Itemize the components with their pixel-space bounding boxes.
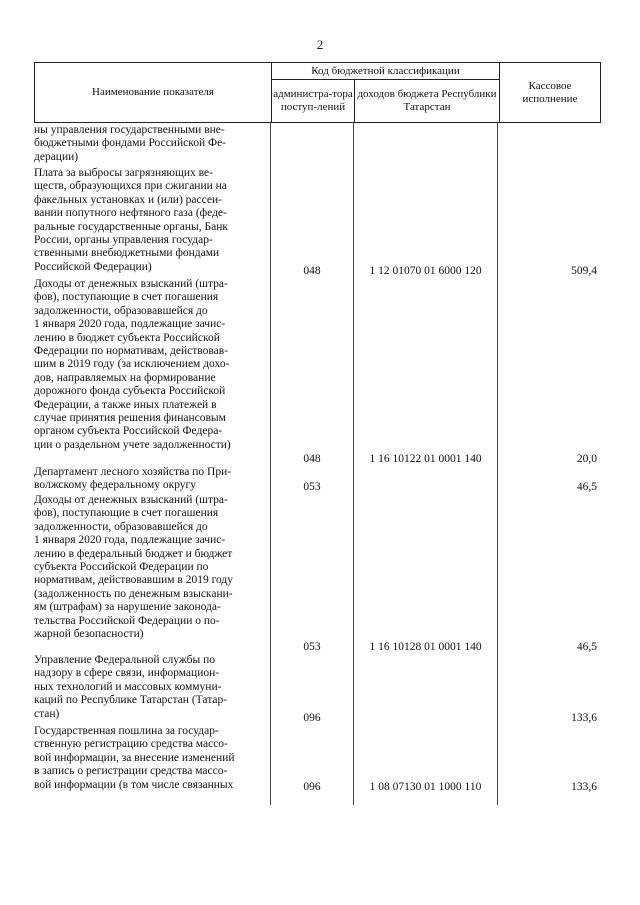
text-line: жарной безопасности) [34,628,144,641]
text-line: фов), поступающие в счет погашения [34,291,219,304]
text-line: Федерации, а также иных платежей в [34,398,217,411]
text-line: ральные государственные органы, Банк [34,220,228,233]
income-code: 1 08 07130 01 1000 110 [369,781,482,793]
text-line: Управление Федеральной службы по [34,654,216,666]
text-line: органом субъекта Российской Федера- [34,425,223,438]
text-line: задолженности, образовавшейся до [34,520,208,533]
text-line: ции о раздельном учете задолженности) [34,438,231,451]
header-admin: администра-тора поступ-лений [273,88,353,113]
header-exec: Кассовое исполнение [522,79,578,105]
header-divider [354,79,355,122]
text-line: ственными внебюджетными фондами [34,247,220,260]
admin-code: 096 [303,712,321,724]
text-line: дов, направляемых на формирование [34,371,216,384]
text-line: (задолженность по денежным взыскани- [34,587,233,600]
admin-code: 048 [303,453,321,465]
text-line: случае принятия решения финансовым [34,412,226,425]
text-line: субъекта Российской Федерации по [34,561,209,574]
income-code: 1 12 01070 01 6000 120 [369,265,482,277]
text-line: вании попутного нефтяного газа (феде- [34,207,227,220]
text-line: ны управления государственными вне- [34,124,225,136]
text-line: Федерации по нормативам, действовав- [34,345,229,358]
row-name [34,466,269,493]
text-line: Российской Федерации) [34,260,152,273]
amount: 20,0 [576,453,597,465]
text-line: Доходы от денежных взысканий (штра- [34,494,228,506]
amount: 46,5 [576,481,597,493]
amount: 509,4 [571,265,597,277]
row-name [34,654,269,721]
text-line: Плата за выбросы загрязняющих ве- [34,167,213,179]
admin-code: 053 [303,481,321,493]
text-line: ществ, образующихся при сжигании на [34,180,227,193]
admin-code: 053 [303,641,321,653]
text-line: стан) [34,707,60,720]
table-header [34,62,601,123]
income-code: 1 16 10128 01 0001 140 [369,641,482,653]
text-line: 1 января 2020 года, подлежащие зачис- [34,318,226,331]
header-divider [271,79,499,80]
header-divider [271,63,272,122]
header-name: Наименование показателя [92,86,214,98]
amount: 133,6 [571,781,597,793]
text-line: фов), поступающие в счет погашения [34,507,219,520]
text-line: факельных установках и (или) рассеи- [34,193,222,206]
text-line: лению в федеральный бюджет и бюджет [34,547,233,560]
text-line: волжскому федеральному округу [34,479,197,492]
row-name [34,278,269,452]
amount: 133,6 [571,712,597,724]
text-line: ных технологий и массовых коммуни- [34,680,222,693]
text-line: лению в бюджет субъекта Российской [34,331,220,344]
header-divider [499,63,500,122]
text-line: ям (штрафам) за нарушение законода- [34,601,221,614]
amount: 46,5 [576,641,597,653]
text-line: России, органы управления государ- [34,234,213,247]
text-line: надзору в сфере связи, информацион- [34,667,220,680]
text-line: в запись о регистрации средства массо- [34,765,228,778]
row-name [34,725,269,792]
text-line: вой информации (в том числе связанных [34,778,234,791]
header-group: Код бюджетной классификации [311,64,460,77]
text-line: Департамент лесного хозяйства по При- [34,466,232,478]
text-line: каций по Республике Татарстан (Татар- [34,694,228,707]
header-income: доходов бюджета Республики Татарстан [357,88,497,113]
text-line: шим в 2019 году (за исключением дохо- [34,358,230,371]
income-code: 1 16 10122 01 0001 140 [369,453,482,465]
text-line: вой информации, за внесение изменений [34,751,235,764]
text-line: Доходы от денежных взысканий (штра- [34,278,228,290]
text-line: дорожного фонда субъекта Российской [34,385,226,398]
admin-code: 048 [303,265,321,277]
row-name [34,167,269,274]
text-line: ственную регистрацию средства массо- [34,738,228,751]
row-name [34,124,269,164]
text-line: задолженности, образовавшейся до [34,304,208,317]
text-line: бюджетными фондами Российской Фе- [34,137,227,150]
text-line: нормативам, действовавшим в 2019 году [34,574,234,587]
text-line: Государственная пошлина за государ- [34,725,219,737]
admin-code: 096 [303,781,321,793]
text-line: дерации) [34,150,79,163]
text-line: тельства Российской Федерации о по- [34,614,220,627]
text-line: 1 января 2020 года, подлежащие зачис- [34,534,226,547]
page-number: 2 [316,37,324,52]
row-name [34,494,269,641]
